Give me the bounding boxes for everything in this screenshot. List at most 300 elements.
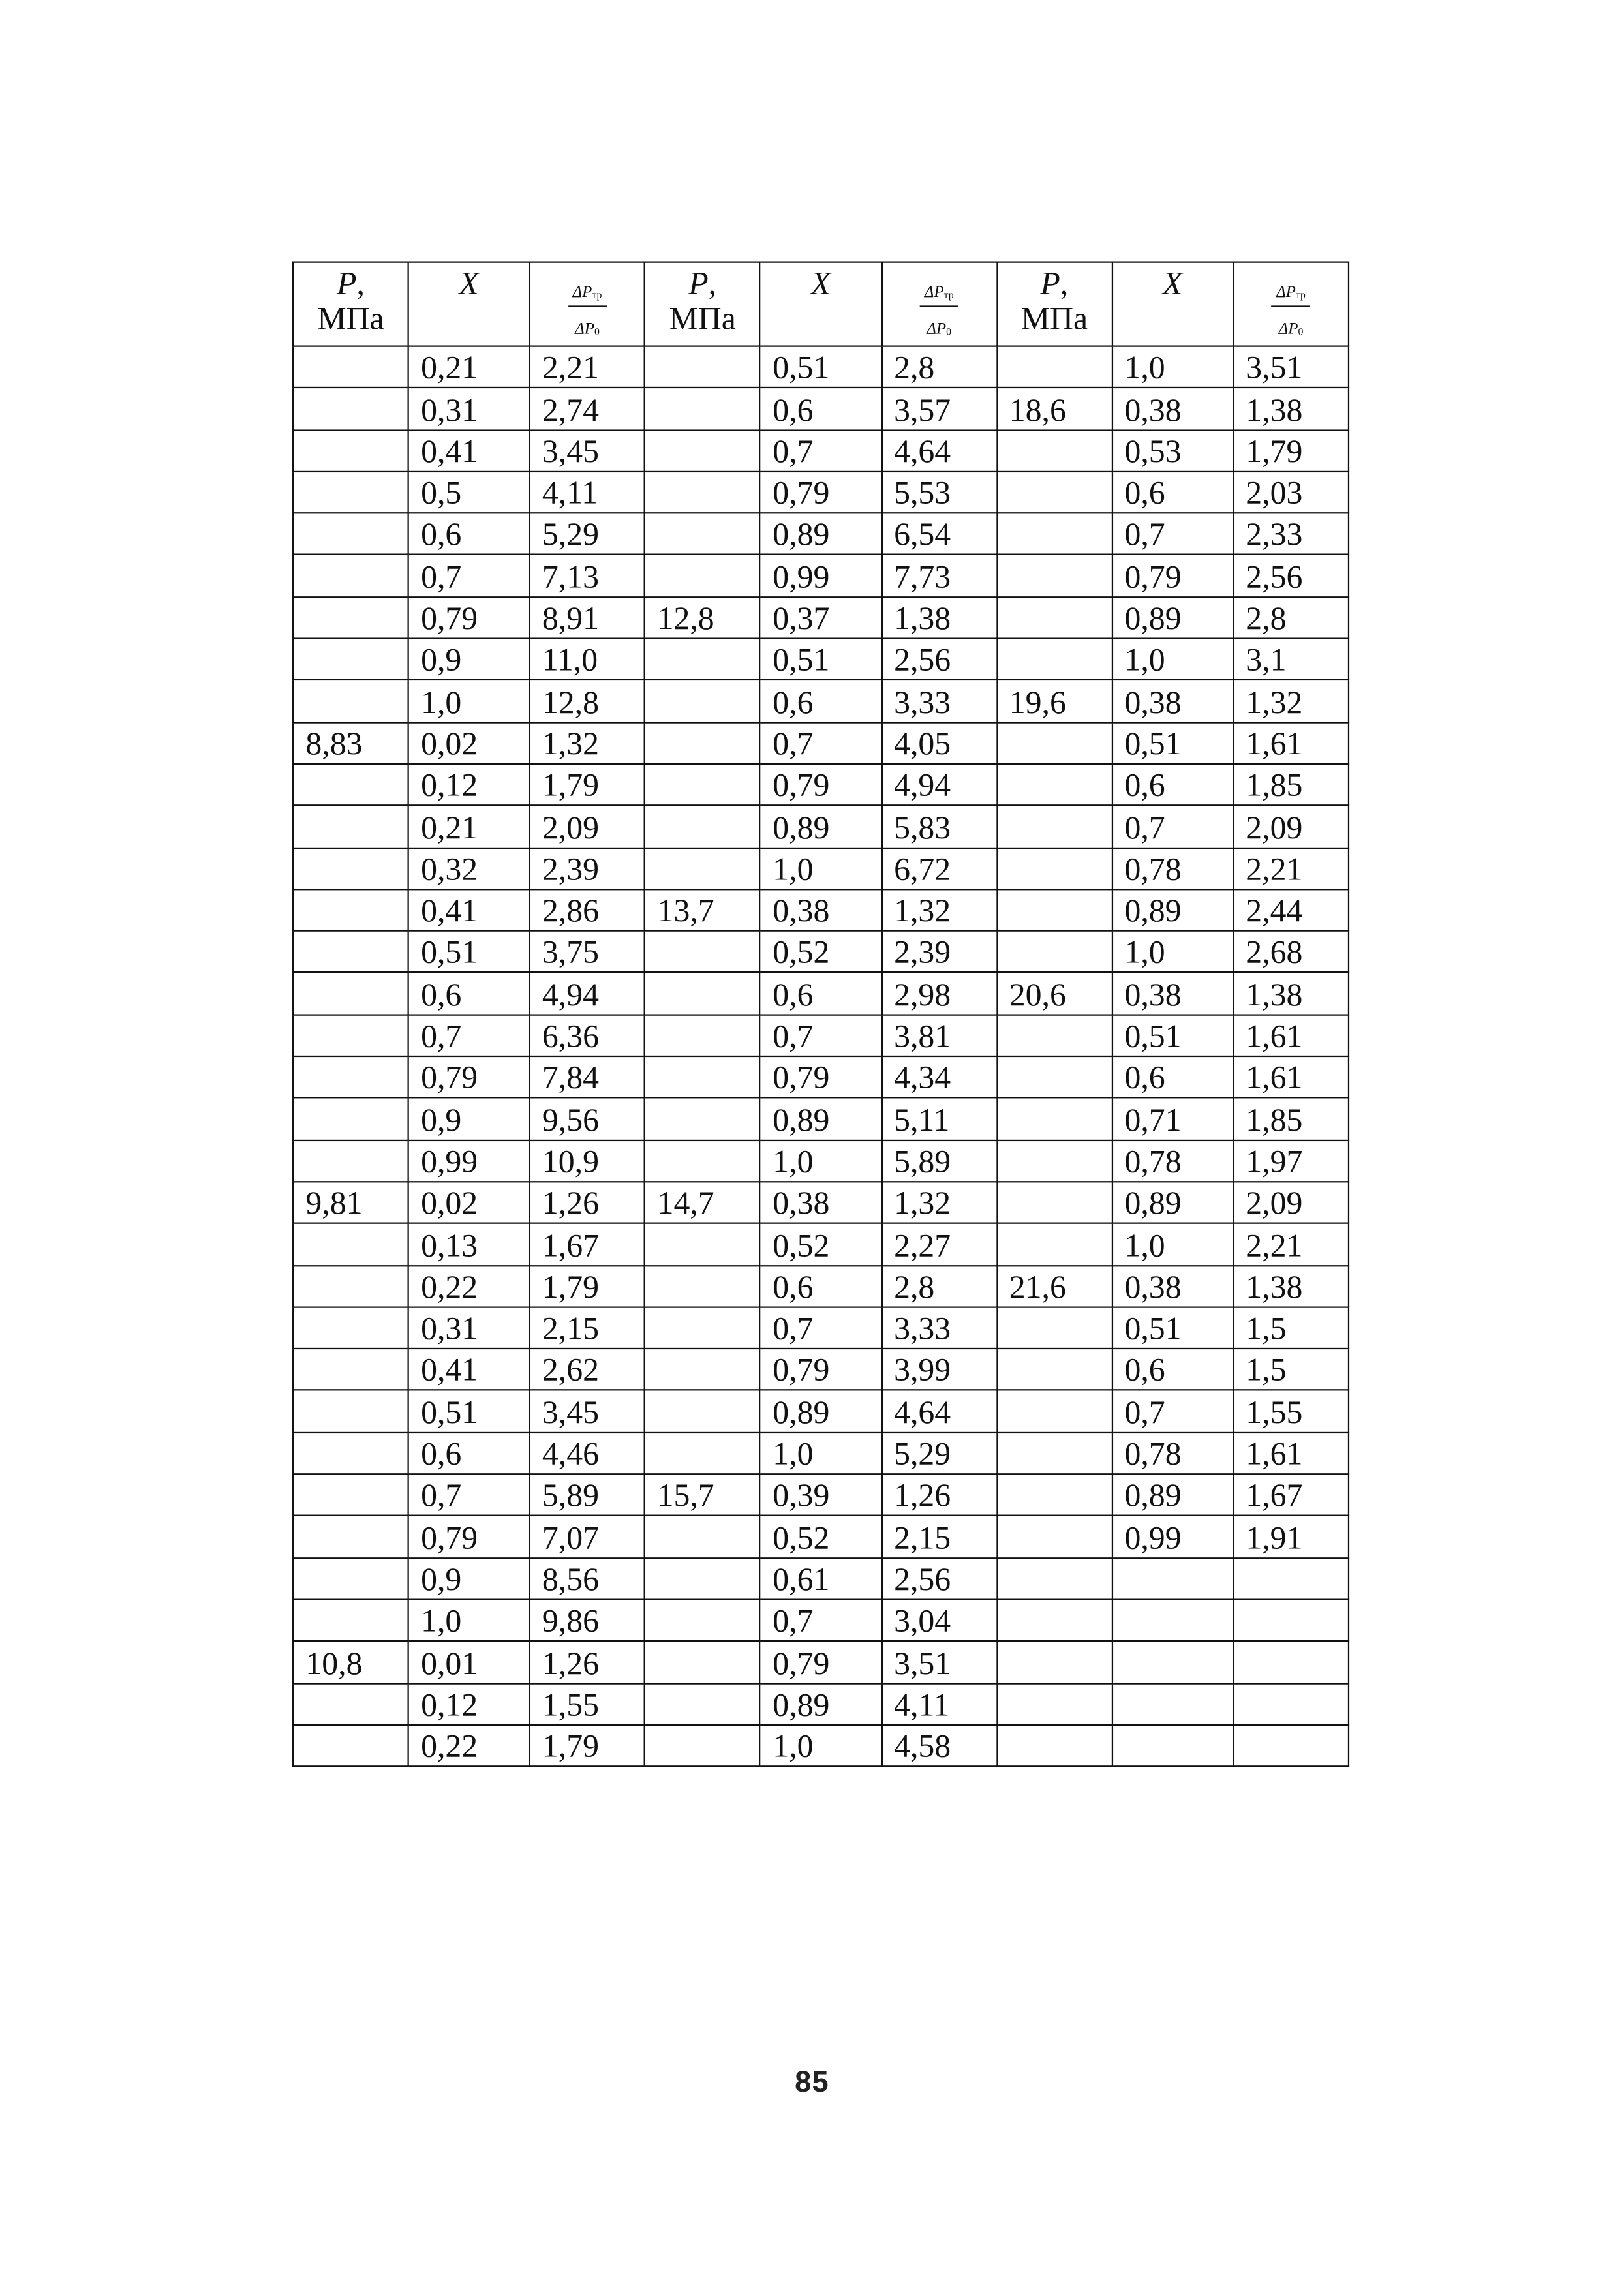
pressure-cell bbox=[997, 1474, 1112, 1516]
ratio-cell: 1,61 bbox=[1233, 1432, 1349, 1474]
table-row bbox=[293, 1432, 1349, 1474]
numerator-symbol: ΔP bbox=[572, 283, 592, 301]
x-cell bbox=[1112, 1641, 1233, 1683]
x-cell: 0,21 bbox=[408, 346, 530, 388]
pressure-cell: 19,6 bbox=[997, 680, 1112, 722]
x-cell: 0,79 bbox=[408, 597, 530, 639]
x-cell: 0,78 bbox=[1112, 1432, 1233, 1474]
x-cell: 0,89 bbox=[1112, 597, 1233, 639]
pressure-cell bbox=[645, 555, 760, 597]
x-cell: 0,01 bbox=[408, 1641, 530, 1683]
table-row bbox=[293, 597, 1349, 639]
x-cell: 0,12 bbox=[408, 1683, 530, 1724]
header-row bbox=[293, 262, 1349, 346]
ratio-cell: 1,79 bbox=[530, 764, 645, 806]
ratio-cell: 3,33 bbox=[881, 680, 997, 722]
x-cell: 0,89 bbox=[760, 1098, 881, 1140]
ratio-cell: 1,32 bbox=[881, 889, 997, 931]
ratio-cell: 1,5 bbox=[1233, 1349, 1349, 1390]
x-cell: 0,39 bbox=[760, 1474, 881, 1516]
pressure-cell bbox=[997, 1098, 1112, 1140]
x-cell: 0,7 bbox=[760, 722, 881, 764]
x-cell: 0,7 bbox=[760, 430, 881, 472]
x-cell bbox=[1112, 1557, 1233, 1599]
x-cell: 0,61 bbox=[760, 1557, 881, 1599]
table-row bbox=[293, 1223, 1349, 1265]
pressure-cell bbox=[645, 346, 760, 388]
ratio-cell: 9,56 bbox=[530, 1098, 645, 1140]
ratio-cell bbox=[1233, 1683, 1349, 1724]
ratio-cell: 4,11 bbox=[881, 1683, 997, 1724]
pressure-cell bbox=[293, 973, 408, 1015]
ratio-cell: 1,32 bbox=[881, 1182, 997, 1223]
pressure-cell bbox=[645, 513, 760, 555]
ratio-cell: 3,57 bbox=[881, 388, 997, 430]
x-cell: 0,89 bbox=[1112, 889, 1233, 931]
ratio-cell: 5,89 bbox=[530, 1474, 645, 1516]
pressure-cell bbox=[645, 806, 760, 848]
denominator-subscript: 0 bbox=[594, 326, 600, 339]
ratio-cell: 1,61 bbox=[1233, 1015, 1349, 1056]
numerator-symbol: ΔP bbox=[924, 283, 944, 301]
pressure-cell bbox=[293, 1098, 408, 1140]
pressure-unit: МПа bbox=[1020, 299, 1088, 337]
ratio-cell: 1,61 bbox=[1233, 722, 1349, 764]
ratio-cell: 2,8 bbox=[1233, 597, 1349, 639]
pressure-cell bbox=[293, 1140, 408, 1182]
table-row bbox=[293, 1390, 1349, 1432]
x-cell: 0,6 bbox=[760, 388, 881, 430]
ratio-cell bbox=[1233, 1557, 1349, 1599]
ratio-cell: 3,51 bbox=[881, 1641, 997, 1683]
x-cell: 0,79 bbox=[760, 1349, 881, 1390]
x-cell: 1,0 bbox=[1112, 639, 1233, 680]
x-cell: 0,13 bbox=[408, 1223, 530, 1265]
pressure-cell bbox=[293, 346, 408, 388]
x-cell: 0,6 bbox=[1112, 472, 1233, 513]
x-cell: 0,51 bbox=[760, 639, 881, 680]
x-cell: 0,52 bbox=[760, 1223, 881, 1265]
pressure-cell bbox=[293, 1474, 408, 1516]
x-cell: 1,0 bbox=[1112, 1223, 1233, 1265]
x-cell: 0,99 bbox=[1112, 1516, 1233, 1557]
pressure-cell bbox=[997, 1432, 1112, 1474]
x-cell: 0,79 bbox=[760, 472, 881, 513]
ratio-cell: 3,51 bbox=[1233, 346, 1349, 388]
table-row bbox=[293, 1557, 1349, 1599]
table-row bbox=[293, 1307, 1349, 1349]
pressure-cell bbox=[997, 848, 1112, 889]
table-row bbox=[293, 513, 1349, 555]
pressure-cell bbox=[645, 1557, 760, 1599]
ratio-cell: 7,73 bbox=[881, 555, 997, 597]
ratio-cell: 2,15 bbox=[530, 1307, 645, 1349]
x-cell: 0,6 bbox=[408, 1432, 530, 1474]
x-cell: 0,6 bbox=[408, 513, 530, 555]
x-cell: 0,52 bbox=[760, 1516, 881, 1557]
pressure-cell bbox=[997, 1140, 1112, 1182]
table-row bbox=[293, 1725, 1349, 1767]
header-x: X bbox=[408, 262, 530, 346]
ratio-cell: 2,62 bbox=[530, 1349, 645, 1390]
pressure-cell bbox=[293, 430, 408, 472]
ratio-cell: 2,8 bbox=[881, 1265, 997, 1307]
table-row bbox=[293, 931, 1349, 973]
pressure-cell bbox=[645, 848, 760, 889]
x-cell: 0,22 bbox=[408, 1725, 530, 1767]
pressure-cell bbox=[645, 1390, 760, 1432]
pressure-cell bbox=[293, 513, 408, 555]
header-pressure-symbol-line bbox=[998, 266, 1111, 301]
x-cell: 0,52 bbox=[760, 931, 881, 973]
table-row bbox=[293, 1056, 1349, 1098]
pressure-cell bbox=[997, 1015, 1112, 1056]
ratio-cell: 4,64 bbox=[881, 430, 997, 472]
ratio-cell: 2,86 bbox=[530, 889, 645, 931]
x-cell: 0,79 bbox=[760, 1641, 881, 1683]
ratio-cell: 1,26 bbox=[530, 1182, 645, 1223]
ratio-cell: 6,72 bbox=[881, 848, 997, 889]
x-cell: 0,38 bbox=[1112, 388, 1233, 430]
ratio-fraction bbox=[1272, 283, 1310, 341]
pressure-cell bbox=[997, 555, 1112, 597]
x-cell: 0,22 bbox=[408, 1265, 530, 1307]
x-cell: 0,7 bbox=[760, 1599, 881, 1641]
header-x: X bbox=[1112, 262, 1233, 346]
x-cell: 0,6 bbox=[1112, 1349, 1233, 1390]
ratio-cell: 5,29 bbox=[530, 513, 645, 555]
header-pressure-drop-ratio bbox=[881, 262, 997, 346]
pressure-cell bbox=[645, 1015, 760, 1056]
pressure-unit: МПа bbox=[317, 299, 384, 337]
x-cell: 0,38 bbox=[760, 889, 881, 931]
x-cell: 0,7 bbox=[1112, 513, 1233, 555]
x-cell: 0,7 bbox=[408, 1474, 530, 1516]
ratio-cell: 1,61 bbox=[1233, 1056, 1349, 1098]
ratio-cell: 2,56 bbox=[881, 639, 997, 680]
table-body bbox=[293, 346, 1349, 1767]
x-cell: 0,7 bbox=[1112, 1390, 1233, 1432]
denominator-subscript: 0 bbox=[1298, 326, 1304, 339]
table-row bbox=[293, 889, 1349, 931]
ratio-cell: 1,38 bbox=[1233, 1265, 1349, 1307]
pressure-cell bbox=[293, 597, 408, 639]
ratio-cell: 1,38 bbox=[1233, 388, 1349, 430]
x-cell: 0,9 bbox=[408, 1557, 530, 1599]
x-cell: 0,41 bbox=[408, 889, 530, 931]
x-cell: 0,89 bbox=[760, 1683, 881, 1724]
ratio-denominator bbox=[575, 307, 600, 341]
x-cell: 0,51 bbox=[408, 931, 530, 973]
ratio-cell: 1,85 bbox=[1233, 1098, 1349, 1140]
ratio-cell: 1,38 bbox=[881, 597, 997, 639]
x-cell bbox=[1112, 1599, 1233, 1641]
table-row bbox=[293, 1474, 1349, 1516]
numerator-subscript: тр bbox=[943, 289, 954, 301]
ratio-cell: 3,33 bbox=[881, 1307, 997, 1349]
x-cell: 0,99 bbox=[408, 1140, 530, 1182]
numerator-symbol: ΔP bbox=[1276, 283, 1296, 301]
x-cell: 0,53 bbox=[1112, 430, 1233, 472]
pressure-cell bbox=[293, 1557, 408, 1599]
ratio-cell: 8,91 bbox=[530, 597, 645, 639]
ratio-cell: 2,39 bbox=[530, 848, 645, 889]
header-pressure-drop-ratio bbox=[530, 262, 645, 346]
ratio-cell: 1,32 bbox=[1233, 680, 1349, 722]
denominator-subscript: 0 bbox=[946, 326, 952, 339]
table-row bbox=[293, 639, 1349, 680]
ratio-cell: 2,21 bbox=[1233, 1223, 1349, 1265]
ratio-cell: 1,79 bbox=[530, 1265, 645, 1307]
ratio-cell: 6,36 bbox=[530, 1015, 645, 1056]
table-row bbox=[293, 680, 1349, 722]
ratio-cell: 2,98 bbox=[881, 973, 997, 1015]
pressure-cell bbox=[997, 931, 1112, 973]
x-cell: 0,79 bbox=[760, 1056, 881, 1098]
x-cell: 0,89 bbox=[760, 1390, 881, 1432]
pressure-cell bbox=[293, 555, 408, 597]
x-cell: 0,02 bbox=[408, 722, 530, 764]
x-cell: 0,31 bbox=[408, 388, 530, 430]
pressure-cell: 21,6 bbox=[997, 1265, 1112, 1307]
x-cell: 0,41 bbox=[408, 430, 530, 472]
pressure-cell bbox=[997, 472, 1112, 513]
pressure-cell bbox=[997, 1725, 1112, 1767]
pressure-cell bbox=[645, 1641, 760, 1683]
ratio-cell: 4,58 bbox=[881, 1725, 997, 1767]
pressure-cell bbox=[645, 1265, 760, 1307]
pressure-cell bbox=[645, 1056, 760, 1098]
ratio-cell: 3,81 bbox=[881, 1015, 997, 1056]
denominator-symbol: ΔP bbox=[575, 320, 594, 339]
pressure-cell bbox=[293, 1683, 408, 1724]
x-cell: 1,0 bbox=[408, 680, 530, 722]
pressure-cell bbox=[997, 806, 1112, 848]
denominator-symbol: ΔP bbox=[1278, 320, 1298, 339]
x-cell: 0,79 bbox=[1112, 555, 1233, 597]
ratio-cell: 2,09 bbox=[1233, 1182, 1349, 1223]
table-row bbox=[293, 1683, 1349, 1724]
pressure-cell bbox=[997, 430, 1112, 472]
x-cell: 0,79 bbox=[408, 1516, 530, 1557]
pressure-cell bbox=[645, 1223, 760, 1265]
pressure-cell bbox=[293, 931, 408, 973]
ratio-cell: 5,83 bbox=[881, 806, 997, 848]
ratio-cell bbox=[1233, 1641, 1349, 1683]
ratio-cell: 3,45 bbox=[530, 1390, 645, 1432]
pressure-cell bbox=[997, 1390, 1112, 1432]
ratio-cell: 1,67 bbox=[1233, 1474, 1349, 1516]
pressure-cell bbox=[293, 806, 408, 848]
pressure-cell bbox=[645, 1349, 760, 1390]
x-cell: 0,38 bbox=[1112, 973, 1233, 1015]
x-cell: 1,0 bbox=[1112, 931, 1233, 973]
ratio-cell: 4,11 bbox=[530, 472, 645, 513]
x-cell: 0,6 bbox=[408, 973, 530, 1015]
ratio-cell: 1,55 bbox=[1233, 1390, 1349, 1432]
x-cell: 0,7 bbox=[1112, 806, 1233, 848]
pressure-cell bbox=[293, 1056, 408, 1098]
table-row bbox=[293, 848, 1349, 889]
x-cell: 0,5 bbox=[408, 472, 530, 513]
ratio-cell: 1,67 bbox=[530, 1223, 645, 1265]
pressure-cell bbox=[997, 1683, 1112, 1724]
ratio-cell: 2,09 bbox=[1233, 806, 1349, 848]
ratio-cell: 12,8 bbox=[530, 680, 645, 722]
ratio-cell: 3,1 bbox=[1233, 639, 1349, 680]
x-cell: 0,51 bbox=[1112, 722, 1233, 764]
ratio-cell: 1,5 bbox=[1233, 1307, 1349, 1349]
x-cell: 0,32 bbox=[408, 848, 530, 889]
ratio-cell: 3,04 bbox=[881, 1599, 997, 1641]
ratio-cell: 5,53 bbox=[881, 472, 997, 513]
x-cell: 0,89 bbox=[1112, 1182, 1233, 1223]
x-cell: 0,79 bbox=[408, 1056, 530, 1098]
header-x: X bbox=[760, 262, 881, 346]
header-pressure-mpa bbox=[997, 262, 1112, 346]
pressure-cell bbox=[997, 764, 1112, 806]
pressure-cell bbox=[645, 639, 760, 680]
header-pressure-symbol-line bbox=[294, 266, 407, 301]
pressure-cell bbox=[645, 472, 760, 513]
pressure-cell bbox=[645, 430, 760, 472]
pressure-cell bbox=[293, 1516, 408, 1557]
x-cell: 0,02 bbox=[408, 1182, 530, 1223]
pressure-cell bbox=[293, 764, 408, 806]
pressure-cell: 12,8 bbox=[645, 597, 760, 639]
ratio-cell: 4,46 bbox=[530, 1432, 645, 1474]
ratio-cell: 1,97 bbox=[1233, 1140, 1349, 1182]
x-cell: 0,71 bbox=[1112, 1098, 1233, 1140]
ratio-cell: 2,03 bbox=[1233, 472, 1349, 513]
ratio-cell bbox=[1233, 1725, 1349, 1767]
x-cell: 0,6 bbox=[1112, 1056, 1233, 1098]
pressure-cell bbox=[997, 1516, 1112, 1557]
table-row bbox=[293, 1140, 1349, 1182]
pressure-cell bbox=[997, 346, 1112, 388]
pressure-cell bbox=[293, 1223, 408, 1265]
pressure-cell bbox=[645, 1307, 760, 1349]
x-cell: 0,21 bbox=[408, 806, 530, 848]
x-cell: 0,9 bbox=[408, 1098, 530, 1140]
x-cell: 1,0 bbox=[760, 1725, 881, 1767]
ratio-cell: 10,9 bbox=[530, 1140, 645, 1182]
x-cell: 1,0 bbox=[760, 1140, 881, 1182]
x-cell: 1,0 bbox=[408, 1599, 530, 1641]
x-cell: 0,31 bbox=[408, 1307, 530, 1349]
pressure-cell bbox=[645, 931, 760, 973]
pressure-cell bbox=[997, 597, 1112, 639]
pressure-cell bbox=[997, 1223, 1112, 1265]
ratio-cell: 7,13 bbox=[530, 555, 645, 597]
pressure-cell bbox=[645, 1098, 760, 1140]
pressure-cell bbox=[997, 1599, 1112, 1641]
pressure-cell bbox=[645, 1140, 760, 1182]
ratio-cell: 1,85 bbox=[1233, 764, 1349, 806]
pressure-cell bbox=[997, 1182, 1112, 1223]
x-cell: 0,51 bbox=[1112, 1307, 1233, 1349]
x-cell: 0,6 bbox=[760, 973, 881, 1015]
x-cell: 0,6 bbox=[760, 1265, 881, 1307]
x-cell: 0,51 bbox=[408, 1390, 530, 1432]
pressure-cell bbox=[293, 848, 408, 889]
pressure-cell bbox=[293, 1599, 408, 1641]
table-row bbox=[293, 1015, 1349, 1056]
pressure-cell bbox=[293, 639, 408, 680]
table-row bbox=[293, 1516, 1349, 1557]
ratio-fraction bbox=[920, 283, 958, 341]
pressure-cell bbox=[997, 889, 1112, 931]
ratio-cell: 5,89 bbox=[881, 1140, 997, 1182]
pressure-cell bbox=[645, 1683, 760, 1724]
ratio-cell: 2,8 bbox=[881, 346, 997, 388]
pressure-cell bbox=[645, 388, 760, 430]
pressure-comma: , bbox=[356, 264, 365, 301]
ratio-cell: 5,29 bbox=[881, 1432, 997, 1474]
ratio-numerator bbox=[1272, 283, 1310, 307]
x-cell: 0,51 bbox=[760, 346, 881, 388]
table-row bbox=[293, 764, 1349, 806]
table-row bbox=[293, 1265, 1349, 1307]
pressure-comma: , bbox=[1060, 264, 1069, 301]
x-cell bbox=[1112, 1725, 1233, 1767]
pressure-symbol: P bbox=[337, 264, 357, 301]
pressure-cell bbox=[997, 1056, 1112, 1098]
table-header bbox=[293, 262, 1349, 346]
ratio-cell: 2,15 bbox=[881, 1516, 997, 1557]
x-cell: 0,38 bbox=[760, 1182, 881, 1223]
page-number: 85 bbox=[795, 2066, 829, 2100]
x-cell: 0,89 bbox=[760, 806, 881, 848]
x-cell: 0,41 bbox=[408, 1349, 530, 1390]
table-row bbox=[293, 430, 1349, 472]
x-cell: 0,9 bbox=[408, 639, 530, 680]
table-row bbox=[293, 1098, 1349, 1140]
table-row bbox=[293, 806, 1349, 848]
ratio-cell: 11,0 bbox=[530, 639, 645, 680]
ratio-cell: 3,99 bbox=[881, 1349, 997, 1390]
pressure-cell bbox=[645, 1516, 760, 1557]
ratio-cell: 1,32 bbox=[530, 722, 645, 764]
ratio-cell: 2,74 bbox=[530, 388, 645, 430]
pressure-comma: , bbox=[708, 264, 717, 301]
x-cell: 1,0 bbox=[760, 848, 881, 889]
ratio-cell: 1,91 bbox=[1233, 1516, 1349, 1557]
table-row bbox=[293, 1349, 1349, 1390]
pressure-cell bbox=[997, 1557, 1112, 1599]
x-cell bbox=[1112, 1683, 1233, 1724]
pressure-cell bbox=[997, 513, 1112, 555]
ratio-cell: 1,79 bbox=[1233, 430, 1349, 472]
pressure-cell: 8,83 bbox=[293, 722, 408, 764]
pressure-cell bbox=[293, 1307, 408, 1349]
ratio-cell: 1,38 bbox=[1233, 973, 1349, 1015]
ratio-denominator bbox=[1279, 307, 1304, 341]
ratio-cell: 6,54 bbox=[881, 513, 997, 555]
header-pressure-drop-ratio bbox=[1233, 262, 1349, 346]
ratio-cell: 3,75 bbox=[530, 931, 645, 973]
table-row bbox=[293, 555, 1349, 597]
pressure-cell: 18,6 bbox=[997, 388, 1112, 430]
table-row bbox=[293, 1641, 1349, 1683]
pressure-cell bbox=[997, 1641, 1112, 1683]
ratio-denominator bbox=[927, 307, 951, 341]
x-cell: 1,0 bbox=[760, 1432, 881, 1474]
pressure-cell bbox=[293, 1432, 408, 1474]
pressure-cell bbox=[997, 722, 1112, 764]
x-cell: 0,7 bbox=[408, 555, 530, 597]
pressure-cell: 14,7 bbox=[645, 1182, 760, 1223]
